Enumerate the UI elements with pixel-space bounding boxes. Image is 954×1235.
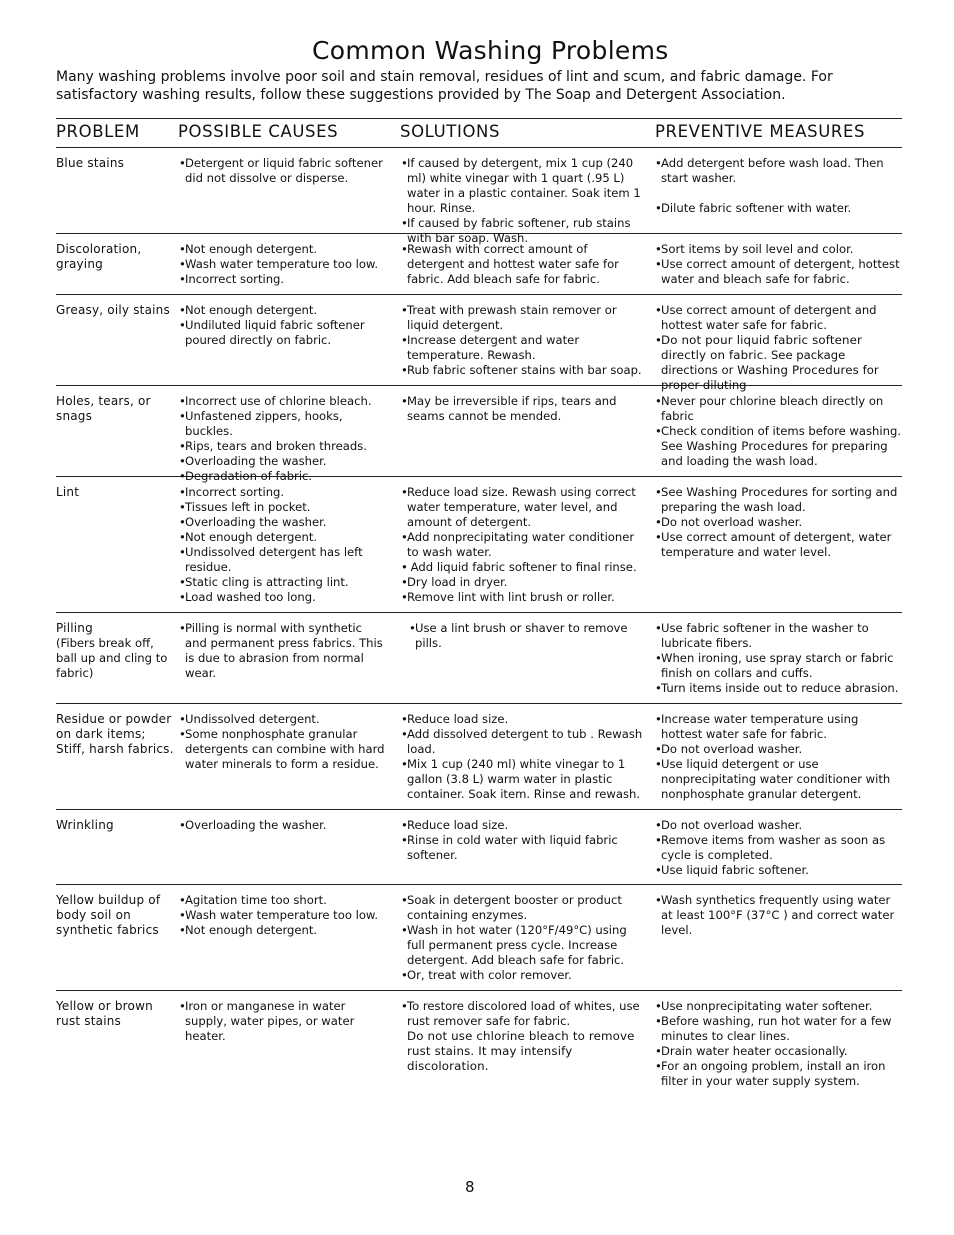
solutions-cell xyxy=(406,621,651,651)
causes-cell xyxy=(176,303,386,348)
table-row xyxy=(56,477,902,613)
emphasis-text: Washing Procedures xyxy=(686,439,809,453)
list-item: • Undiluted liquid fabric softener poured directly on fabric. xyxy=(176,318,386,348)
problem-subtitle: (Fibers break off, ball up and cling to fabric) xyxy=(56,636,168,680)
solutions-cell xyxy=(398,818,643,863)
problem-cell: Discoloration, graying xyxy=(56,242,142,271)
list-item: • Undissolved detergent has left residue. xyxy=(176,545,386,575)
list-item: • Use correct amount of detergent, water temperature and water level. xyxy=(652,530,902,560)
solutions-cell xyxy=(398,303,643,378)
list-item: • Undissolved detergent. xyxy=(176,712,386,727)
list-item: • Overloading the washer. xyxy=(176,818,386,833)
list-item: • Unfastened zippers, hooks, buckles. xyxy=(176,409,386,439)
list-item: • If caused by detergent, mix 1 cup (240 ml) white vinegar with 1 quart (.95 L) water in a plastic container. Soak item 1 hour. Rinse. xyxy=(398,156,643,216)
preventive-cell xyxy=(652,893,902,938)
solutions-cell xyxy=(398,485,643,605)
problems-table xyxy=(56,118,902,1091)
list-item: • Incorrect sorting. xyxy=(176,272,386,287)
causes-cell xyxy=(176,999,386,1044)
list-item: • Rub fabric softener stains with bar soap. xyxy=(398,363,643,378)
solutions-cell xyxy=(398,394,643,424)
list-item: • Use nonprecipitating water softener. xyxy=(652,999,902,1014)
list-item: • If caused by fabric softener, rub stains with bar soap. Wash. xyxy=(398,216,643,246)
list-item: • Not enough detergent. xyxy=(176,303,386,318)
preventive-cell xyxy=(652,621,902,696)
header-possible-causes: POSSIBLE CAUSES xyxy=(178,122,339,141)
list-item: • Use correct amount of detergent, hottest water and bleach safe for fabric. xyxy=(652,257,902,287)
header-problem: PROBLEM xyxy=(56,122,140,141)
list-item: • Detergent or liquid fabric softener did not dissolve or disperse. xyxy=(176,156,386,186)
list-item: • Reduce load size. xyxy=(398,712,643,727)
solutions-cell xyxy=(398,712,643,802)
table-row xyxy=(56,234,902,295)
table-row xyxy=(56,810,902,885)
list-item: • Check condition of items before washing. See Washing Procedures for preparing and loading the wash load. xyxy=(652,424,902,469)
list-item: • Use correct amount of detergent and hottest water safe for fabric. xyxy=(652,303,902,333)
list-item: • Add dissolved detergent to tub . Rewash load. xyxy=(398,727,643,757)
list-item: • Tissues left in pocket. xyxy=(176,500,386,515)
list-item: • Add detergent before wash load. Then start washer. xyxy=(652,156,902,186)
page-title: Common Washing Problems xyxy=(312,36,669,65)
list-item: • Wash water temperature too low. xyxy=(176,257,386,272)
list-item: • Reduce load size. Rewash using correct water temperature, water level, and amount of detergent. xyxy=(398,485,643,530)
list-item: • Turn items inside out to reduce abrasion. xyxy=(652,681,902,696)
list-item: • Overloading the washer. xyxy=(176,515,386,530)
list-item: • Do not overload washer. xyxy=(652,742,902,757)
list-item: • Load washed too long. xyxy=(176,590,386,605)
list-item: • Mix 1 cup (240 ml) white vinegar to 1 gallon (3.8 L) warm water in plastic container. Soak item. Rinse and rewash. xyxy=(398,757,643,802)
list-item: • May be irreversible if rips, tears and seams cannot be mended. xyxy=(398,394,643,424)
solutions-cell xyxy=(398,999,643,1074)
preventive-cell xyxy=(652,242,902,287)
list-item: • Rewash with correct amount of detergent and hottest water safe for fabric. Add bleach safe for fabric. xyxy=(398,242,643,287)
list-item: • Wash water temperature too low. xyxy=(176,908,386,923)
preventive-cell xyxy=(652,303,902,393)
table-row xyxy=(56,613,902,704)
problem-cell: Yellow buildup of body soil on synthetic fabrics xyxy=(56,893,161,937)
emphasis-text: Do not use chlorine bleach to remove rust stains. It may intensify discoloration. xyxy=(407,1029,635,1073)
preventive-cell xyxy=(652,818,902,878)
list-item: • Never pour chlorine bleach directly on fabric xyxy=(652,394,902,424)
problem-cell xyxy=(56,621,174,681)
list-item: • Treat with prewash stain remover or liquid detergent. xyxy=(398,303,643,333)
table-row xyxy=(56,991,902,1091)
problem-cell: Yellow or brown rust stains xyxy=(56,999,153,1028)
preventive-cell xyxy=(652,712,902,802)
emphasis-text: Washing Procedures xyxy=(737,363,859,377)
list-item: • Degradation of fabric. xyxy=(176,469,386,484)
problem-cell: Greasy, oily stains xyxy=(56,303,170,317)
list-item: • Dry load in dryer. xyxy=(398,575,643,590)
list-item: • Reduce load size. xyxy=(398,818,643,833)
causes-cell xyxy=(176,242,386,287)
problem-cell: Lint xyxy=(56,485,80,499)
table-row xyxy=(56,704,902,810)
table-row xyxy=(56,295,902,392)
list-item: • Drain water heater occasionally. xyxy=(652,1044,902,1059)
list-item: • Wash synthetics frequently using water at least 100°F (37°C ) and correct water level. xyxy=(652,893,902,938)
problem-cell: Holes, tears, or snags xyxy=(56,394,151,423)
problem-cell: Wrinkling xyxy=(56,818,114,832)
list-item: • Increase detergent and water temperature. Rewash. xyxy=(398,333,643,363)
list-item: • Wash in hot water (120°F/49°C) using full permanent press cycle. Increase detergent. Add bleach safe for fabric. xyxy=(398,923,643,968)
list-item: • Add liquid fabric softener to final rinse. xyxy=(398,560,643,575)
emphasis-text: Washing Procedures xyxy=(686,485,809,499)
list-item: • Not enough detergent. xyxy=(176,242,386,257)
list-item: • Before washing, run hot water for a few minutes to clear lines. xyxy=(652,1014,902,1044)
causes-cell xyxy=(176,156,386,186)
list-item: • Use fabric softener in the washer to lubricate fibers. xyxy=(652,621,902,651)
emphasis-text: Do not pour liquid fabric softener directly on fabric. xyxy=(661,333,863,362)
list-item: • Or, treat with color remover. xyxy=(398,968,643,983)
list-item: • Dilute fabric softener with water. xyxy=(652,201,902,216)
header-preventive-measures: PREVENTIVE MEASURES xyxy=(655,122,866,141)
list-item: • Add nonprecipitating water conditioner to wash water. xyxy=(398,530,643,560)
preventive-cell xyxy=(652,485,902,560)
intro-paragraph: Many washing problems involve poor soil and stain removal, residues of lint and scum, and fabric damage. For satisfactory washing results, follow these suggestions provided by The Soap and Detergent Association. xyxy=(56,69,833,103)
list-item: • Use liquid fabric softener. xyxy=(652,863,902,878)
solutions-cell xyxy=(398,156,643,246)
list-item: • Incorrect use of chlorine bleach. xyxy=(176,394,386,409)
list-item: • Incorrect sorting. xyxy=(176,485,386,500)
list-item: • See Washing Procedures for sorting and preparing the wash load. xyxy=(652,485,902,515)
list-item: • Not enough detergent. xyxy=(176,923,386,938)
causes-cell xyxy=(176,394,386,484)
list-item: • Use liquid detergent or use nonprecipitating water conditioner with nonphosphate granular detergent. xyxy=(652,757,902,802)
causes-cell xyxy=(176,893,386,938)
list-item: • Soak in detergent booster or product containing enzymes. xyxy=(398,893,643,923)
list-item: • Agitation time too short. xyxy=(176,893,386,908)
list-item: • For an ongoing problem, install an iron filter in your water supply system. xyxy=(652,1059,902,1089)
list-item: • Overloading the washer. xyxy=(176,454,386,469)
header-solutions: SOLUTIONS xyxy=(400,122,501,141)
list-item: • Rinse in cold water with liquid fabric softener. xyxy=(398,833,643,863)
list-item: • Do not overload washer. xyxy=(652,515,902,530)
list-item: • Sort items by soil level and color. xyxy=(652,242,902,257)
table-header xyxy=(56,119,902,148)
causes-cell xyxy=(176,621,386,681)
list-item: • Remove lint with lint brush or roller. xyxy=(398,590,643,605)
table-row xyxy=(56,885,902,991)
list-item: • Not enough detergent. xyxy=(176,530,386,545)
list-item: • To restore discolored load of whites, use rust remover safe for fabric. xyxy=(398,999,643,1029)
table-row xyxy=(56,148,902,245)
problem-cell: Residue or powder on dark items; Stiff, harsh fabrics. xyxy=(56,712,174,756)
list-item: • Increase water temperature using hottest water safe for fabric. xyxy=(652,712,902,742)
causes-cell xyxy=(176,712,386,772)
table-row xyxy=(56,386,902,483)
problem-title: Pilling xyxy=(56,621,93,635)
list-item: • Remove items from washer as soon as cycle is completed. xyxy=(652,833,902,863)
solutions-cell xyxy=(398,893,643,983)
list-item: • When ironing, use spray starch or fabric finish on collars and cuffs. xyxy=(652,651,902,681)
list-item: • Iron or manganese in water supply, water pipes, or water heater. xyxy=(176,999,386,1044)
page-number: 8 xyxy=(465,1178,475,1196)
list-item: • Static cling is attracting lint. xyxy=(176,575,386,590)
list-item: • Do not overload washer. xyxy=(652,818,902,833)
causes-cell xyxy=(176,818,386,833)
list-item: • Pilling is normal with synthetic and permanent press fabrics. This is due to abrasion from normal wear. xyxy=(176,621,386,681)
list-item: • Some nonphosphate granular detergents can combine with hard water minerals to form a residue. xyxy=(176,727,386,772)
preventive-cell xyxy=(652,156,902,216)
causes-cell xyxy=(176,485,386,605)
problem-cell: Blue stains xyxy=(56,156,125,170)
list-item: • Rips, tears and broken threads. xyxy=(176,439,386,454)
list-item: • Use a lint brush or shaver to remove pills. xyxy=(406,621,651,651)
preventive-cell xyxy=(652,394,902,469)
preventive-cell xyxy=(652,999,902,1089)
list-item: • Do not pour liquid fabric softener directly on fabric. See package directions or Washing Procedures for proper diluting xyxy=(652,333,902,393)
solutions-cell xyxy=(398,242,643,287)
